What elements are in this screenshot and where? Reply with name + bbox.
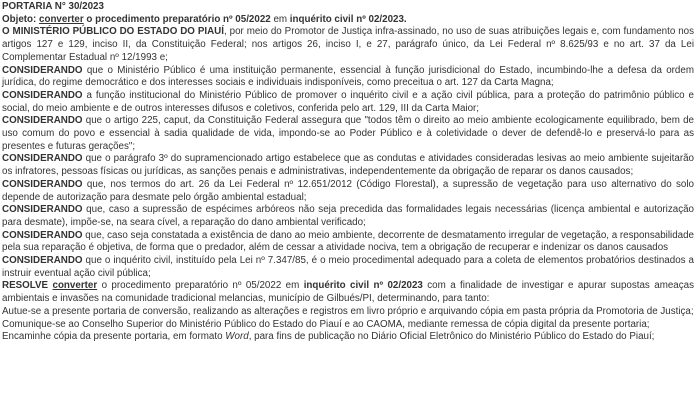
item-comunicacao [2, 319, 694, 332]
preamble [2, 26, 694, 64]
text-segment: Comunique-se ao Conselho Superior do Ministério Público do Estado do Piauí e ao CAOMA, mediante remessa de cópia digital da presente portaria; [2, 318, 650, 330]
resolve-clause [2, 280, 694, 305]
objeto-line [2, 14, 694, 27]
text-segment: inquérito civil nº 02/2023 [303, 280, 423, 292]
text-segment: o procedimento preparatório nº 05/2022 em [97, 280, 304, 292]
text-segment: em [273, 13, 288, 25]
considerando-8 [2, 255, 694, 280]
text-segment: Word [225, 331, 249, 343]
text-segment: converter [52, 280, 98, 292]
text-segment: que, caso seja constatada a existência de dano ao meio ambiente, decorrente de desmatamento irregular de vegetação, a responsabilidade pela sua reparação é objetiva, de forma que o predador, além de cessar a atividade nociva, tem a obrigação de recuperar e indenizar os danos causados [2, 229, 694, 254]
text-segment: Autue-se a presente portaria de conversão, realizando as alterações e registros em livro próprio e arquivando cópia em pasta própria da Promotoria de Justiça; [2, 305, 694, 317]
text-segment: CONSIDERANDO [2, 229, 83, 241]
considerando-6 [2, 204, 694, 229]
text-segment: CONSIDERANDO [2, 204, 83, 216]
text-segment: CONSIDERANDO [2, 89, 83, 101]
considerando-7 [2, 230, 694, 255]
text-segment: Objeto: [2, 13, 40, 25]
text-segment: que o artigo 225, caput, da Constituição Federal assegura que "todos têm o direito ao meio ambiente ecologicamente equilibrado, bem de uso comum do povo e essencial à sadia qualidade de vida, impondo-se ao Poder Público e à coletividade o dever de defendê-lo e preservá-lo para as presentes e futuras gerações"; [2, 115, 694, 152]
text-segment: que o parágrafo 3º do supramencionado artigo estabelece que as condutas e atividades consideradas lesivas ao meio ambiente sujeitarão os infratores, pessoas físicas ou jurídicas, as sanções penais e administrativas, independentemente da obrigação de reparar os danos causados; [2, 153, 694, 178]
text-segment: que, caso a supressão de espécimes arbóreos não seja precedida das formalidades legais necessárias (licença ambiental e autorização para desmate), impõe-se, na seara cível, a reparação do dano ambiental verificado; [2, 204, 694, 228]
text-segment: O MINISTÉRIO PÚBLICO DO ESTADO DO PIAUÍ [2, 26, 224, 38]
item-autuacao [2, 306, 694, 319]
text-segment: CONSIDERANDO [2, 153, 83, 165]
considerando-4 [2, 153, 694, 178]
text-segment: converter [39, 13, 84, 25]
considerando-5 [2, 179, 694, 204]
text-segment: CONSIDERANDO [2, 64, 83, 76]
text-segment: Encaminhe cópia da presente portaria, em formato [2, 331, 226, 343]
text-segment: com a finalidade de investigar e apurar supostas ameaças ambientais e invasões na comunidade tradicional melancias, município de Gilbués/PI, determinando, para tanto: [2, 280, 694, 305]
text-segment: a função institucional do Ministério Público de promover o inquérito civil e a ação civil pública, para a proteção do patrimônio público e social, do meio ambiente e de outros interesses difusos e coletivos, conferida pelo art. 129, III da Carta Maior; [2, 89, 694, 114]
text-segment: que o Ministério Público é uma instituição permanente, essencial à função jurisdicional do Estado, incumbindo-lhe a defesa da ordem jurídica, do regime democrático e dos interesses sociais e individuais indisponíveis, como preceitua o art. 127 da Carta Magna; [2, 64, 694, 89]
text-segment: , para fins de publicação no Diário Oficial Eletrônico do Ministério Público do Estado do Piauí; [248, 331, 655, 343]
text-segment: PORTARIA N° 30/2023 [2, 1, 104, 12]
portaria-title [2, 1, 694, 14]
text-segment: RESOLVE [2, 280, 53, 292]
text-segment: , por meio do Promotor de Justiça infra-assinado, no uso de suas atribuições legais e, com fundamento nos artigos 127 e 129, inciso II, da Constituição Federal; nos artigos 26, inciso I, e 27, parágrafo único, da Lei Federal nº 8.625/93 e no art. 37 da Lei Complementar Estadual nº 12/1993 e; [2, 26, 694, 63]
text-segment: CONSIDERANDO [2, 255, 83, 267]
considerando-2 [2, 90, 694, 115]
text-segment: que, nos termos do art. 26 da Lei Federal nº 12.651/2012 (Código Florestal), a supressão de vegetação para uso alternativo do solo depende de autorização para desmate pelo órgão ambiental estadual; [2, 178, 694, 203]
item-encaminhamento [2, 331, 694, 344]
text-segment: que o inquérito civil, instituído pela Lei nº 7.347/85, é o meio procedimental adequado para a coleta de elementos probatórios destinados a instruir eventual ação civil pública; [2, 255, 694, 279]
text-segment: o procedimento preparatório nº 05/2022 [83, 13, 274, 25]
text-segment: CONSIDERANDO [2, 115, 83, 127]
considerando-1 [2, 65, 694, 90]
text-segment: inquérito civil nº 02/2023. [287, 13, 407, 25]
considerando-3 [2, 115, 694, 153]
text-segment: CONSIDERANDO [2, 178, 83, 190]
